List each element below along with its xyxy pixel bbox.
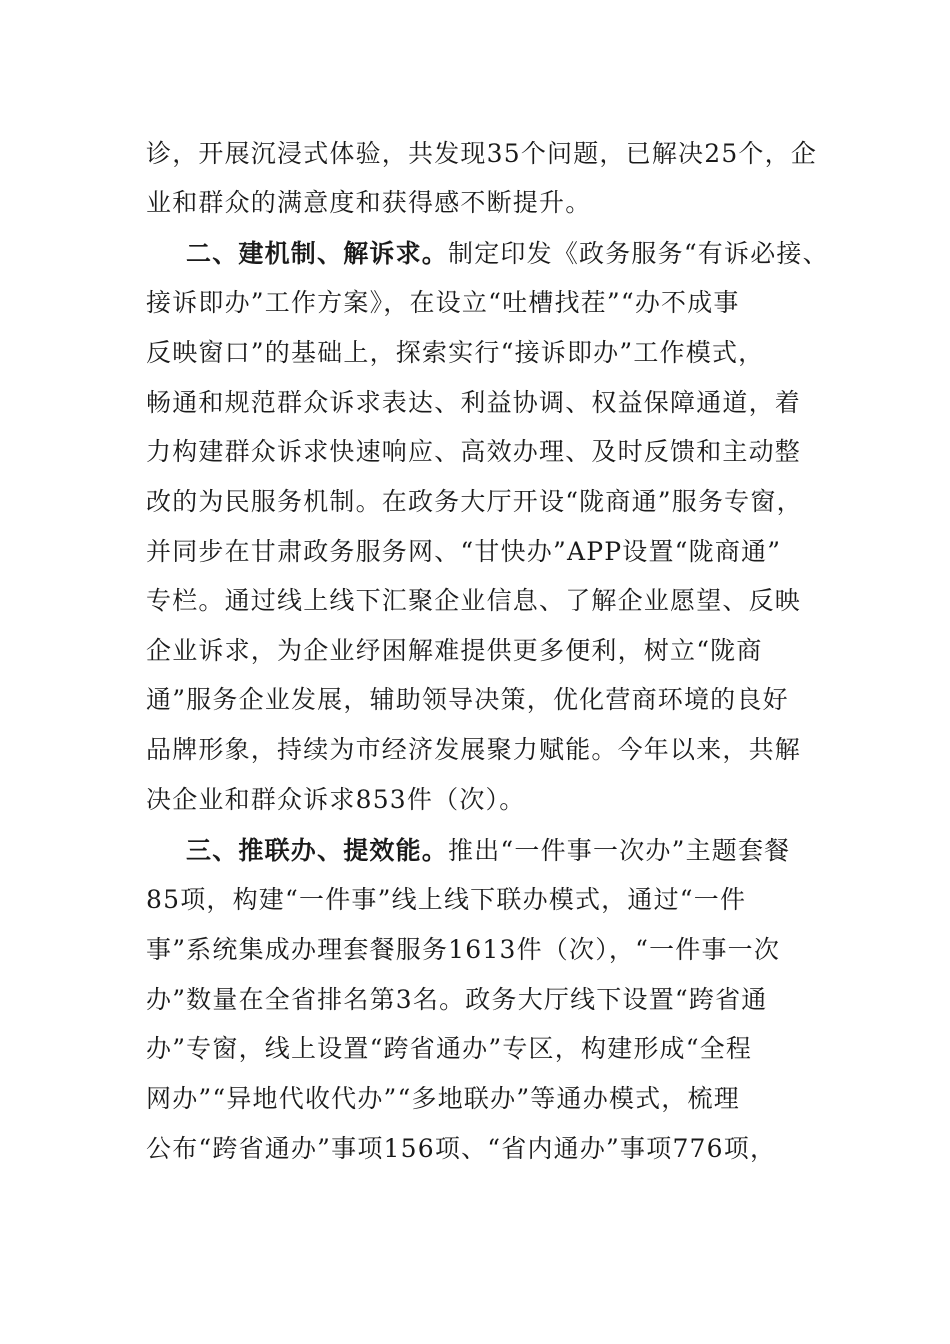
text-line: 公布“跨省通办”事项156项、“省内通办”事项776项， — [146, 1134, 777, 1163]
paragraph-first-line — [186, 236, 829, 272]
text-line: 企业诉求，为企业纾困解难提供更多便利，树立“陇商 — [146, 636, 763, 665]
text-line: 办”数量在全省排名第3名。政务大厅线下设置“跨省通 — [146, 985, 768, 1014]
section-heading: 三、推联办、提效能。 — [186, 836, 449, 865]
text-line: 通”服务企业发展，辅助领导决策，优化营商环境的良好 — [146, 685, 789, 714]
text-line: 专栏。通过线上线下汇聚企业信息、了解企业愿望、反映 — [146, 586, 802, 615]
text-line: 业和群众的满意度和获得感不断提升。 — [146, 188, 592, 217]
text-line: 品牌形象，持续为市经济发展聚力赋能。今年以来，共解 — [146, 735, 802, 764]
text-span: 推出“一件事一次办”主题套餐 — [448, 836, 791, 865]
text-line: 事”系统集成办理套餐服务1613件（次），“一件事一次 — [146, 935, 781, 964]
text-line: 反映窗口”的基础上，探索实行“接诉即办”工作模式， — [146, 338, 765, 367]
text-line: 网办”“异地代收代办”“多地联办”等通办模式，梳理 — [146, 1084, 740, 1113]
section-heading: 二、建机制、解诉求。 — [186, 239, 449, 268]
text-line: 决企业和群众诉求853件（次）。 — [146, 785, 526, 814]
text-line: 接诉即办”工作方案》，在设立“吐槽找茬”“办不成事 — [146, 288, 740, 317]
text-span: 制定印发《政务服务“有诉必接、 — [448, 239, 829, 268]
text-line: 85项，构建“一件事”线上线下联办模式，通过“一件 — [146, 885, 747, 914]
paragraph-first-line — [186, 833, 790, 869]
text-line: 诊，开展沉浸式体验，共发现35个问题，已解决25个，企 — [146, 139, 818, 168]
text-line: 力构建群众诉求快速响应、高效办理、及时反馈和主动整 — [146, 437, 802, 466]
text-line: 畅通和规范群众诉求表达、利益协调、权益保障通道，着 — [146, 388, 802, 417]
text-line: 改的为民服务机制。在政务大厅开设“陇商通”服务专窗， — [146, 487, 803, 516]
text-line: 并同步在甘肃政务服务网、“甘快办”APP设置“陇商通” — [146, 537, 782, 566]
text-line: 办”专窗，线上设置“跨省通办”专区，构建形成“全程 — [146, 1034, 753, 1063]
